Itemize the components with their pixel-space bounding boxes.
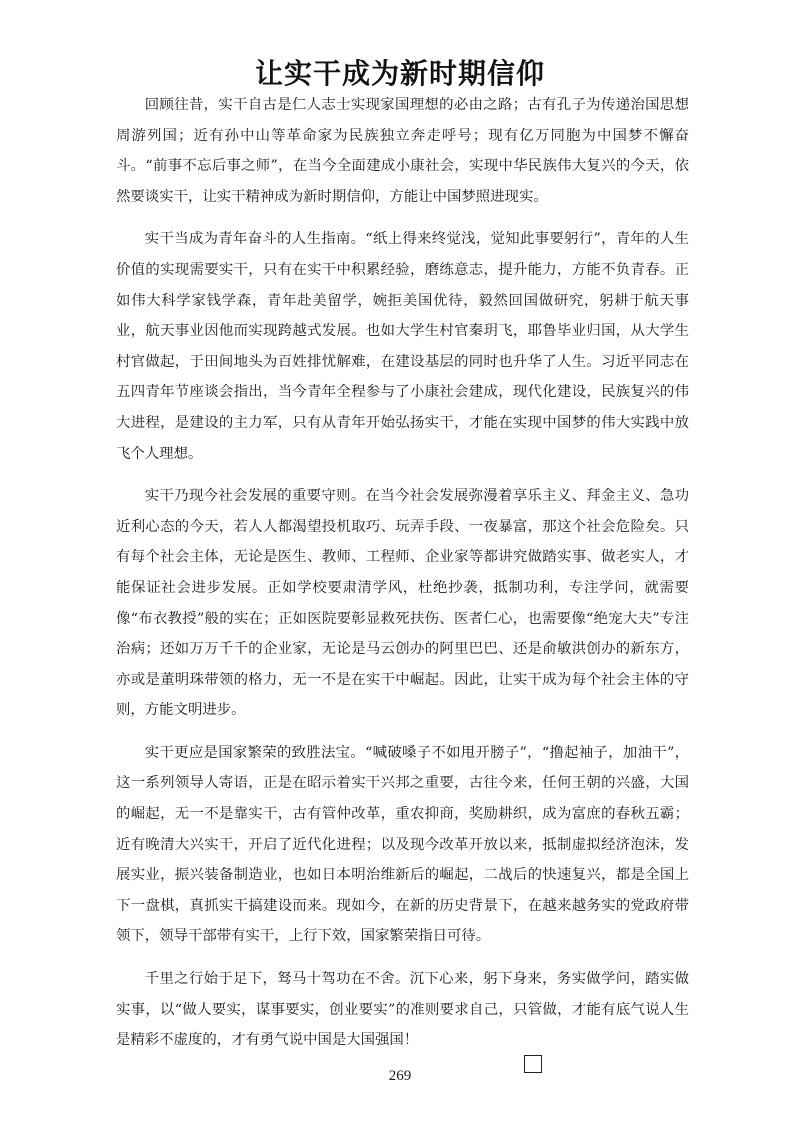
paragraph: 千里之行始于足下，驽马十驾功在不舍。沉下心来，躬下身来，务实做学问，踏实做实事，以“做人要实，谋事要实，创业要实”的准则要求自己，只管做，才能有底气说人生是精彩不虚度的，才有勇气说中国是大国强国！ — [116, 971, 689, 1049]
paragraph: 实干当成为青年奋斗的人生指南。“纸上得来终觉浅，觉知此事要躬行”，青年的人生价值的实现需要实干，只有在实干中积累经验，磨练意志，提升能力，方能不负青春。正如伟大科学家钱学森，青年赴美留学，婉拒美国优待，毅然回国做研究，躬耕于航天事业，航天事业因他而实现跨越式发展。也如大学生村官秦玥飞，耶鲁毕业归国，从大学生村官做起，于田间地头为百姓排忧解难，在建设基层的同时也升华了人生。习近平同志在五四青年节座谈会指出，当今青年全程参与了小康社会建成，现代化建设，民族复兴的伟大进程，是建设的主力军，只有从青年开始弘扬实干，才能在实现中国梦的伟大实践中放飞个人理想。 — [116, 231, 689, 462]
page-title: 让实干成为新时期信仰 — [254, 57, 545, 90]
page-number: 269 — [388, 1068, 412, 1084]
essay-body — [116, 90, 689, 1068]
paragraph: 回顾往昔，实干自古是仁人志士实现家国理想的必由之路；古有孔子为传递治国思想周游列国；近有孙中山等革命家为民族独立奔走呼号；现有亿万同胞为中国梦不懈奋斗。“前事不忘后事之师”，在当今全面建成小康社会，实现中华民族伟大复兴的今天，依然要谈实干，让实干精神成为新时期信仰，方能让中国梦照进现实。 — [116, 97, 689, 205]
paragraph: 实干更应是国家繁荣的致胜法宝。“喊破嗓子不如甩开膀子”，“撸起袖子，加油干”，这一系列领导人寄语，正是在昭示着实干兴邦之重要，古往今来，任何王朝的兴盛，大国的崛起，无一不是靠实干，古有管仲改革，重农抑商，奖励耕织，成为富庶的春秋五霸；近有晚清大兴实干，开启了近代化进程；以及现今改革开放以来，抵制虚拟经济泡沫，发展实业，振兴装备制造业，也如日本明治维新后的崛起，二战后的快速复兴，都是全国上下一盘棋，真抓实干搞建设而来。现如今，在新的历史背景下，在越来越务实的党政府带领下，领导干部带有实干，上行下效，国家繁荣指日可待。 — [116, 744, 689, 945]
paragraph: 实干乃现今社会发展的重要守则。在当今社会发展弥漫着享乐主义、拜金主义、急功近利心态的今天，若人人都渴望投机取巧、玩弄手段、一夜暴富，那这个社会危险矣。只有每个社会主体，无论是医生、教师、工程师、企业家等都讲究做踏实事、做老实人，才能保证社会进步发展。正如学校要肃清学风，杜绝抄袭，抵制功利，专注学问，就需要像“布衣教授”般的实在；正如医院要彰显救死扶伤、医者仁心，也需要像“绝宠大夫”专注治病；还如万万千千的企业家，无论是马云创办的阿里巴巴、还是俞敏洪创办的新东方，亦或是董明珠带领的格力，无一不是在实干中崛起。因此，让实干成为每个社会主体的守则，方能文明进步。 — [116, 488, 689, 719]
